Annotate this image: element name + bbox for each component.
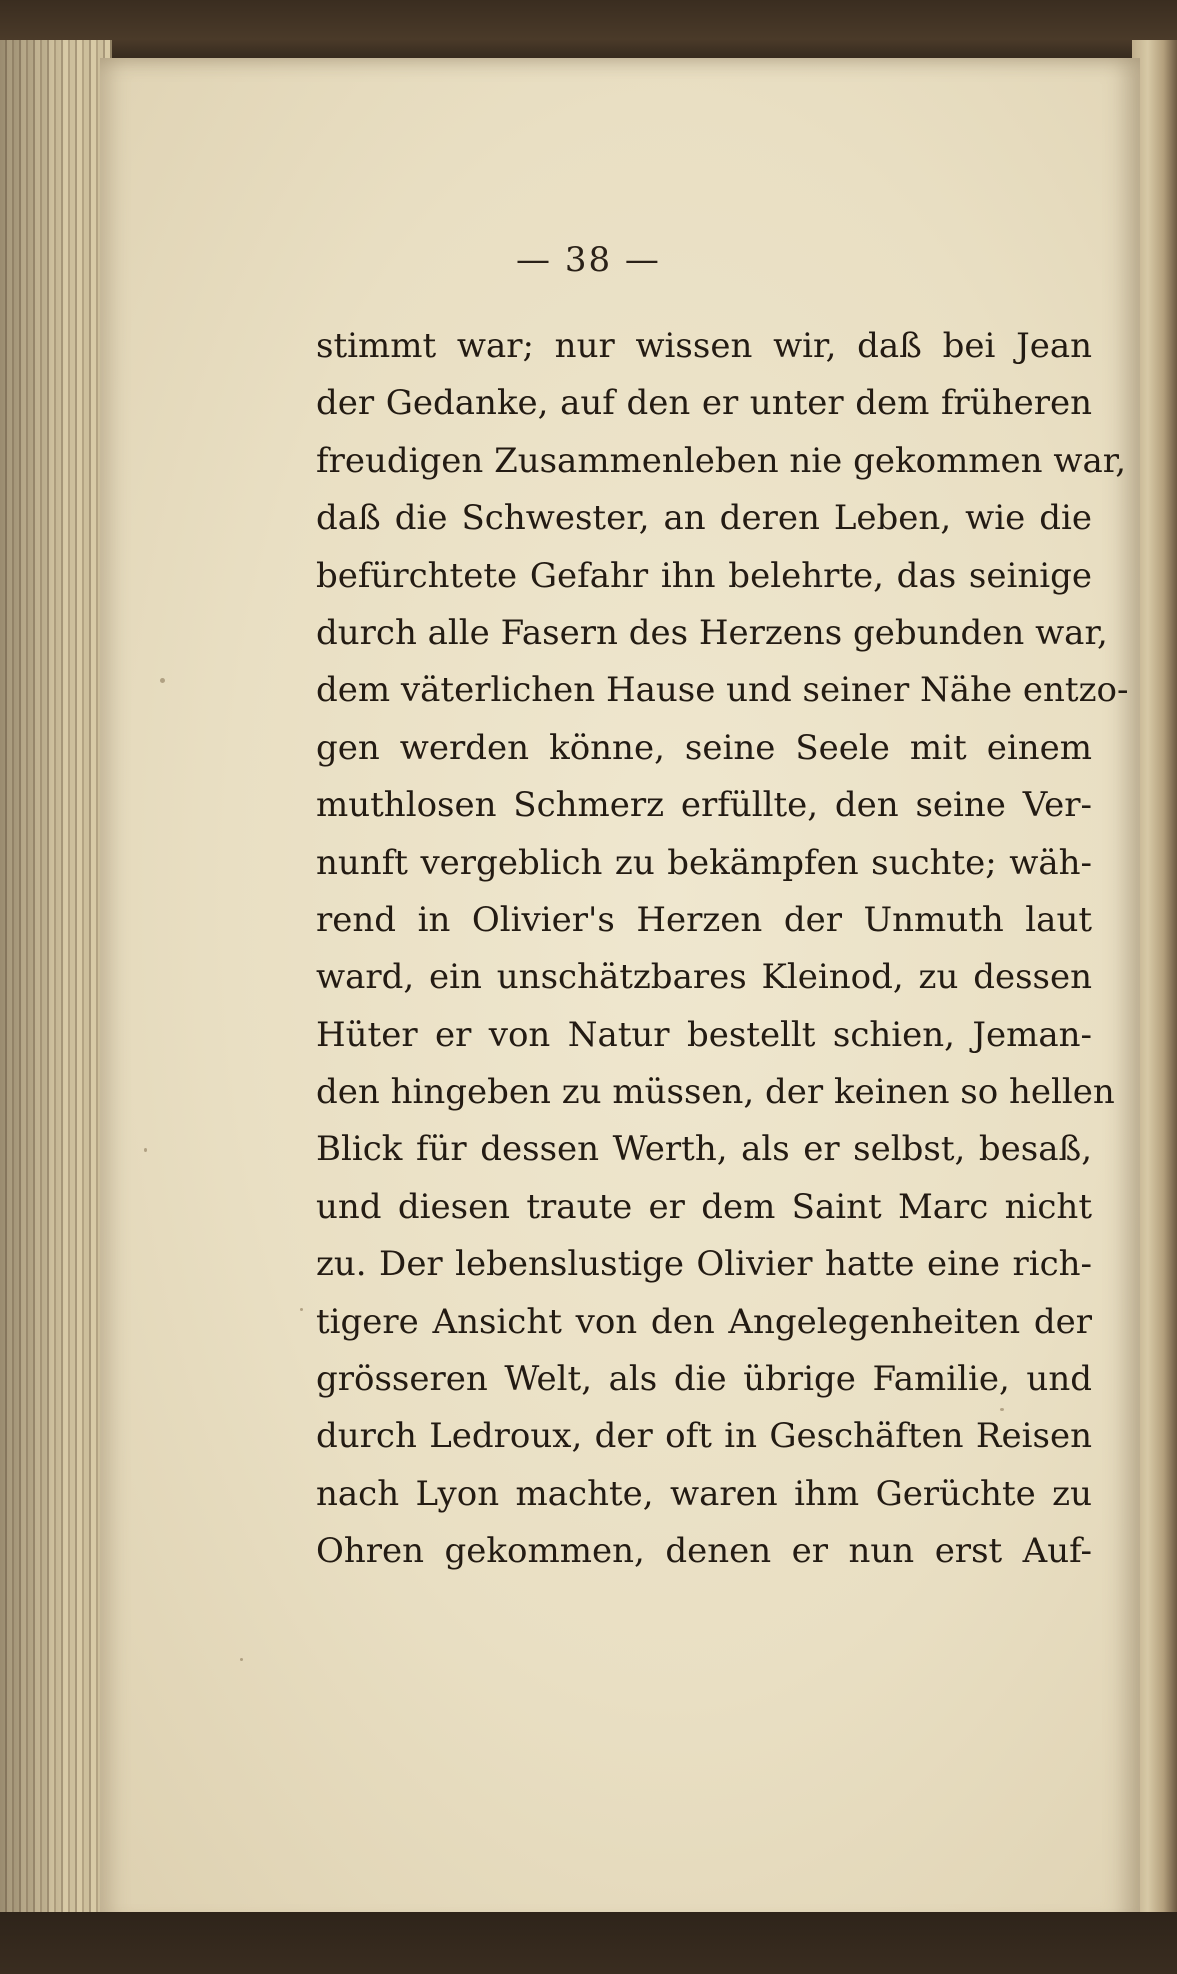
text-line: ward, ein unschätzbares Kleinod, zu dessen bbox=[316, 957, 1092, 998]
text-line: Blick für dessen Werth, als er selbst, besaß, bbox=[316, 1129, 1092, 1170]
text-line: muthlosen Schmerz erfüllte, den seine Ver- bbox=[316, 785, 1092, 826]
text-line: durch alle Fasern des Herzens gebunden war, bbox=[316, 612, 1108, 653]
text-line: gen werden könne, seine Seele mit einem bbox=[316, 727, 1092, 768]
text-line: durch Ledroux, der oft in Geschäften Reisen bbox=[316, 1416, 1092, 1457]
binding-board-bottom bbox=[0, 1912, 1177, 1974]
text-line: den hingeben zu müssen, der keinen so hellen bbox=[316, 1072, 1115, 1113]
page-edges-shadow bbox=[0, 40, 110, 1930]
text-line: nunft vergeblich zu bekämpfen suchte; wäh- bbox=[316, 842, 1092, 883]
text-line: tigere Ansicht von den Angelegenheiten der bbox=[316, 1301, 1092, 1342]
text-line: stimmt war; nur wissen wir, daß bei Jean bbox=[316, 326, 1092, 366]
text-line: daß die Schwester, an deren Leben, wie die bbox=[316, 498, 1092, 539]
body-text bbox=[316, 318, 1129, 1581]
page-number: — 38 — bbox=[516, 240, 661, 280]
text-line: und diesen traute er dem Saint Marc nicht bbox=[316, 1186, 1092, 1227]
text-line: nach Lyon machte, waren ihm Gerüchte zu bbox=[316, 1473, 1092, 1514]
text-line: rend in Olivier's Herzen der Unmuth laut bbox=[316, 899, 1092, 940]
text-line: dem väterlichen Hause und seiner Nähe entzo- bbox=[316, 670, 1129, 711]
text-line: zu. Der lebenslustige Olivier hatte eine rich- bbox=[316, 1244, 1092, 1285]
text-line: freudigen Zusammenleben nie gekommen war, bbox=[316, 440, 1127, 481]
text-line: grösseren Welt, als die übrige Familie, und bbox=[316, 1359, 1092, 1400]
text-line: Hüter er von Natur bestellt schien, Jeman- bbox=[316, 1014, 1092, 1055]
binding-board-top bbox=[0, 0, 1177, 66]
text-line: befürchtete Gefahr ihn belehrte, das seinige bbox=[316, 555, 1092, 596]
text-line: der Gedanke, auf den er unter dem früheren bbox=[316, 383, 1092, 424]
text-line: Ohren gekommen, denen er nun erst Auf- bbox=[316, 1531, 1092, 1572]
